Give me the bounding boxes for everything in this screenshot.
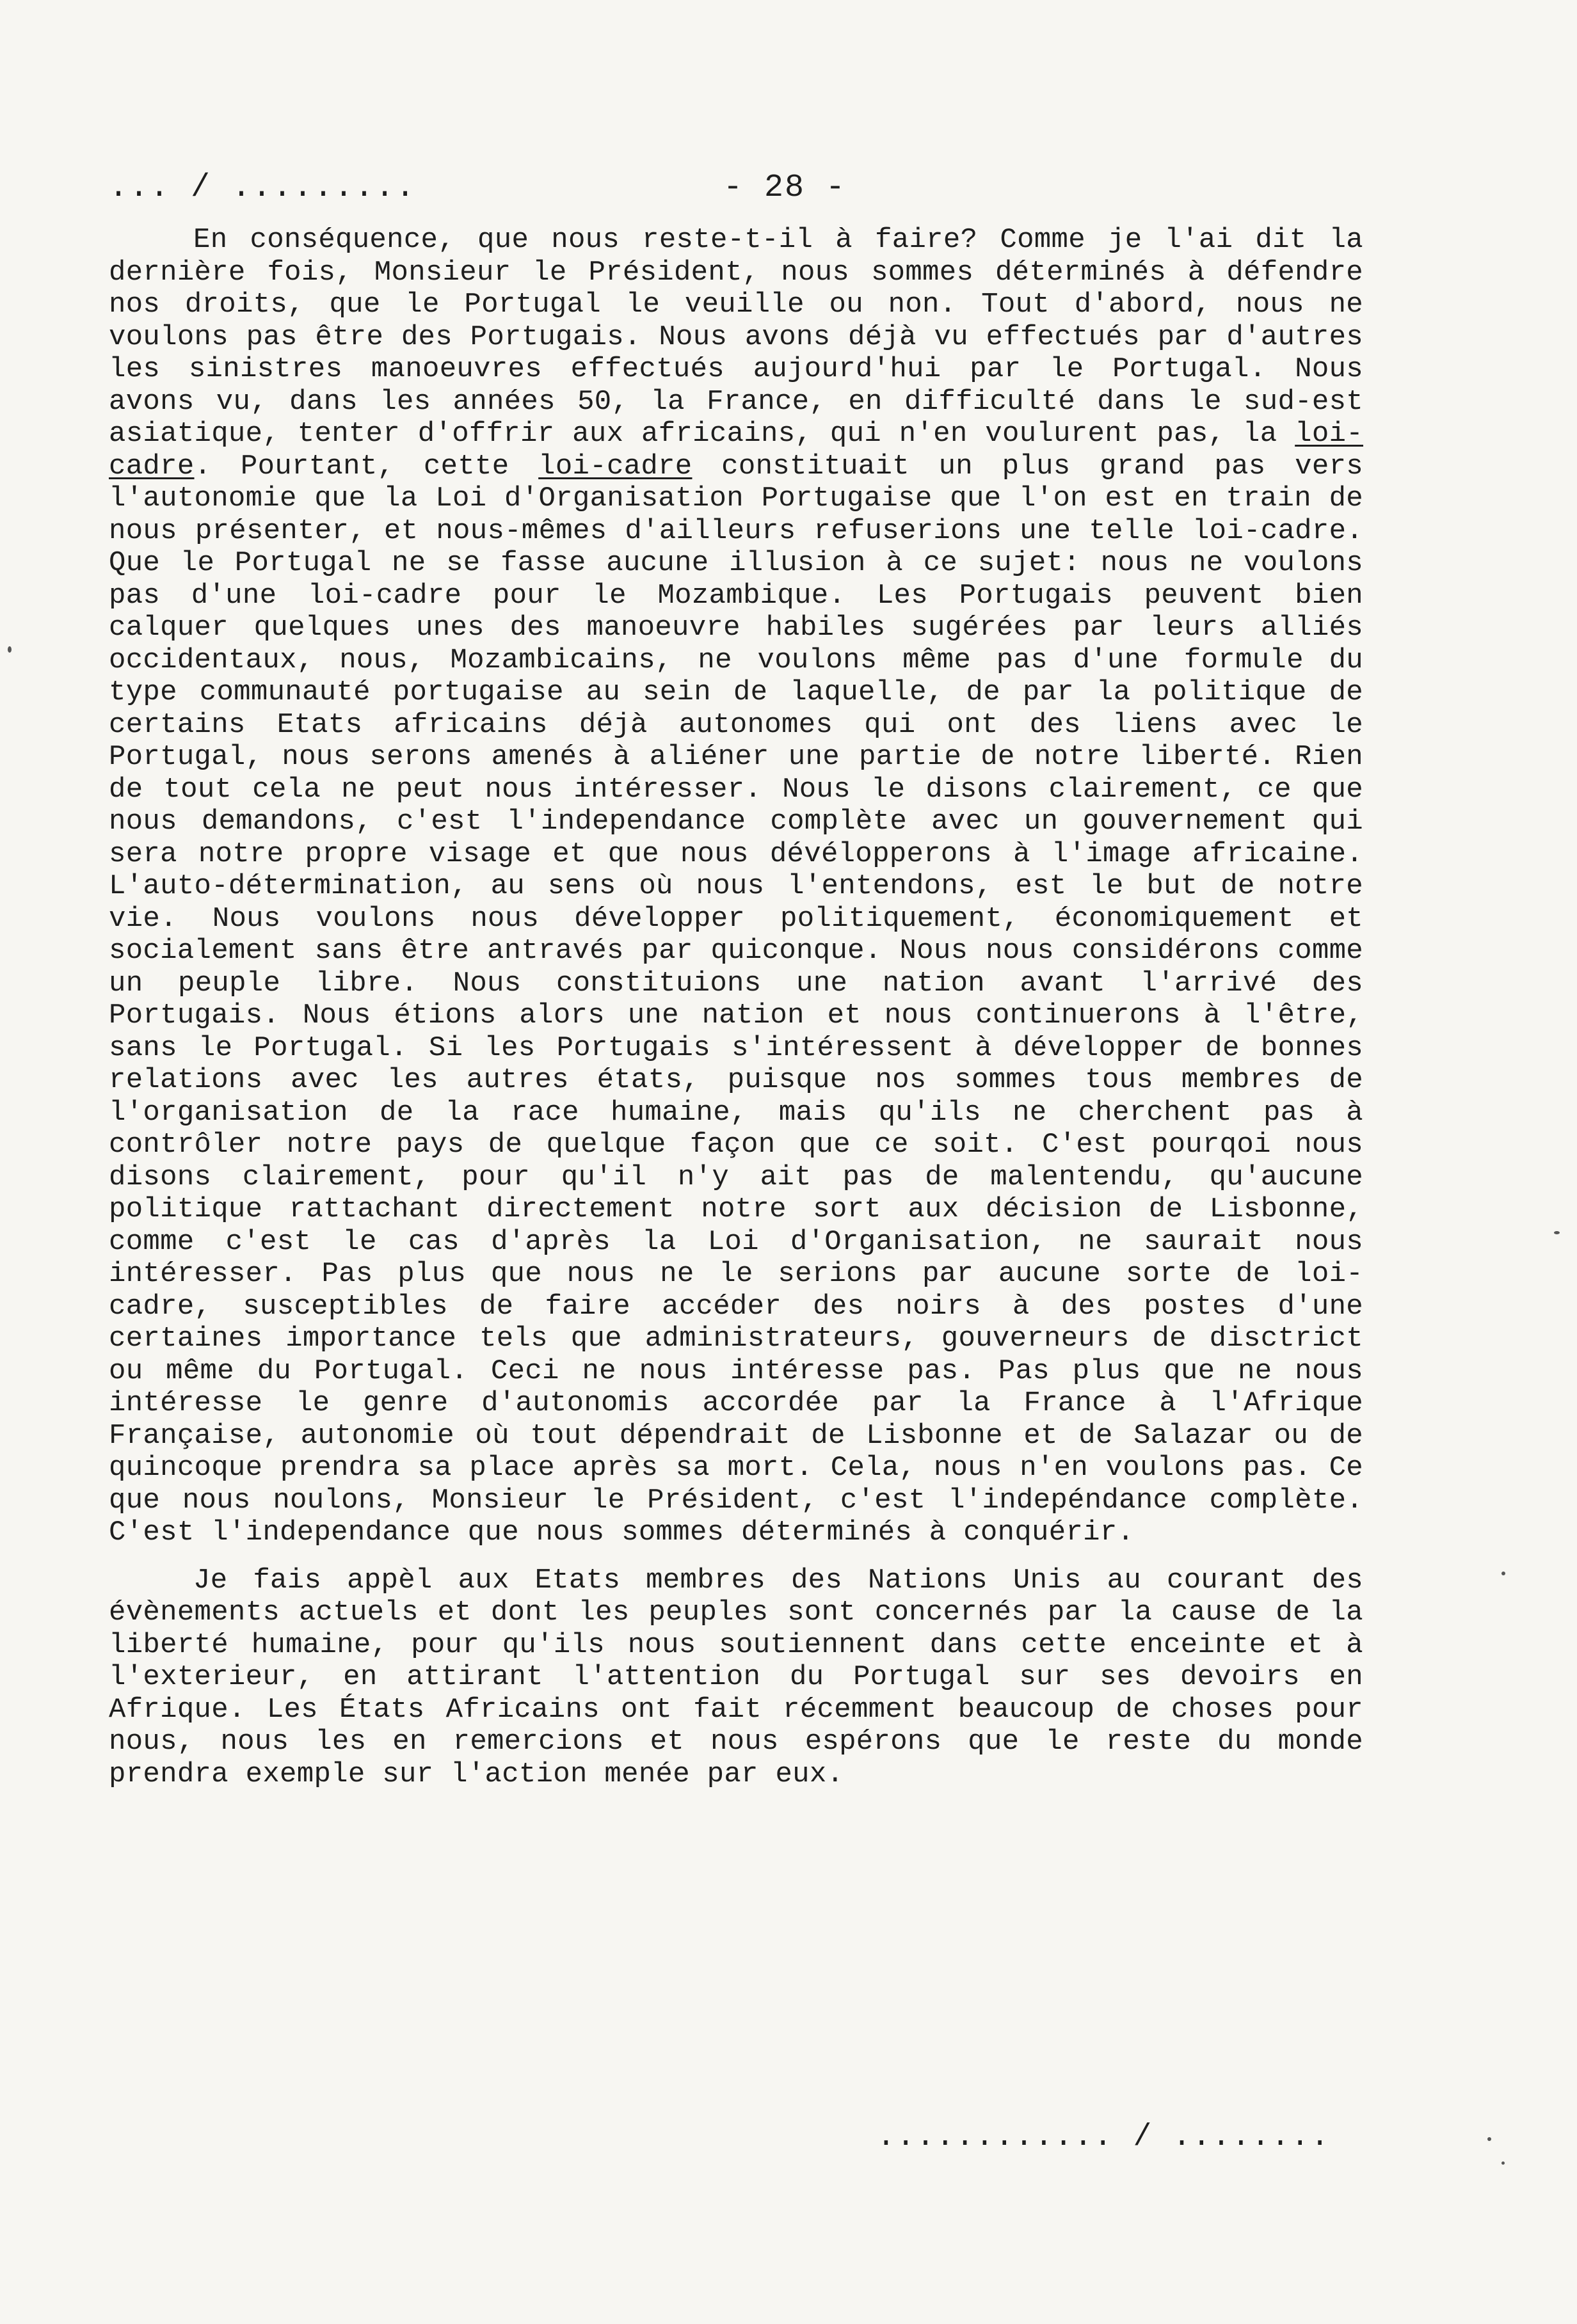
underlined-term-loi-cadre-2: loi-cadre (538, 450, 692, 482)
footer-continuation-marker: ............ / ........ (877, 2120, 1331, 2154)
paragraph-1-part-3: constituait un plus grand pas vers l'autonomie que la Loi d'Organisation Portugaise que l'on est en train de nous présenter, et nous-mêmes d'ailleurs refuserions une telle loi-cadre. Que le Portugal ne se fasse aucune illusion à ce sujet: nous ne voulons pas d'une loi-cadre pour le Mozambique. Les Portugais peuvent bien calquer quelques unes des manoeuvre habiles sugérées par leurs alliés occidentaux, nous, Mozambicains, ne voulons même pas d'une formule du type communauté portugaise au sein de laquelle, de par la politique de certains Etats africains déjà autonomes qui ont des liens avec le Portugal, nous serons amenés à aliéner une partie de notre liberté. Rien de tout cela ne peut nous intéresser. Nous le disons clairement, ce que nous demandons, c'est l'independance complète avec un gouvernement qui sera notre propre visage et que nous dévélopperons à l'image africaine. L'auto-détermination, au sens où nous l'entendons, est le but de notre vie. Nous voulons nous développer politiquement, économiquement et socialement sans être antravés par quiconque. Nous nous considérons comme un peuple libre. Nous constituions une nation avant l'arrivé des Portugais. Nous étions alors une nation et nous continuerons à l'être, sans le Portugal. Si les Portugais s'intéressent à développer de bonnes relations avec les autres états, puisque nos sommes tous membres de l'organisation de la race humaine, mais qu'ils ne cherchent pas à contrôler notre pays de quelque façon que ce soit. C'est pourqoi nous disons clairement, pour qu'il n'y ait pas de malentendu, qu'aucune politique rattachant directement notre sort aux décision de Lisbonne, comme c'est le cas d'après la Loi d'Organisation, ne saurait nous intéresser. Pas plus que nous ne le serions par aucune sorte de loi-cadre, susceptibles de faire accéder des noirs à des postes d'une certaines importance tels que administrateurs, gouverneurs de disctrict ou même du Portugal. Ceci ne nous intéresse pas. Pas plus que ne nous intéresse le genre d'autonomis accordée par la France à l'Afrique Française, autonomie où tout dépendrait de Lisbonne et de Salazar ou de quincoque prendra sa place après sa mort. Cela, nous n'en voulons pas. Ce que nous noulons, Monsieur le Président, c'est l'indepéndance complète. C'est l'independance que nous sommes déterminés à conquérir. (109, 450, 1363, 1548)
underlined-term-loi-cadre-1: loi-cadre (109, 418, 1363, 482)
header-continuation-marker: ... / ......... (109, 170, 417, 206)
scan-speck (1487, 2137, 1491, 2141)
scan-speck (1554, 1231, 1560, 1234)
paragraph-1-part-2: . Pourtant, cette (194, 450, 539, 482)
page-number: - 28 - (723, 170, 847, 206)
page-header (109, 168, 1389, 209)
document-body (109, 224, 1363, 1790)
paragraph-1-part-1: En conséquence, que nous reste-t-il à faire? Comme je l'ai dit la dernière fois, Monsieur le Président, nous sommes déterminés à défendre nos droits, que le Portugal le veuille ou non. Tout d'abord, nous ne voulons pas être des Portugais. Nous avons déjà vu effectués par d'autres les sinistres manoeuvres effectués aujourd'hui par le Portugal. Nous avons vu, dans les années 50, la France, en difficulté dans le sud-est asiatique, tenter d'offrir aux africains, qui n'en voulurent pas, la (109, 224, 1363, 450)
paragraph-2: Je fais appèl aux Etats membres des Nations Unis au courant des évènements actuels et dont les peuples sont concernés par la cause de la liberté humaine, pour qu'ils nous soutiennent dans cette enceinte et à l'exterieur, en attirant l'attention du Portugal sur ses devoirs en Afrique. Les États Africains ont fait récemment beaucoup de choses pour nous, nous les en remercions et nous espérons que le reste du monde prendra exemple sur l'action menée par eux. (109, 1564, 1363, 1790)
scan-speck (1501, 1572, 1505, 1575)
paragraph-1 (109, 224, 1363, 1549)
scan-speck (1501, 2161, 1505, 2165)
scan-speck (8, 646, 12, 653)
